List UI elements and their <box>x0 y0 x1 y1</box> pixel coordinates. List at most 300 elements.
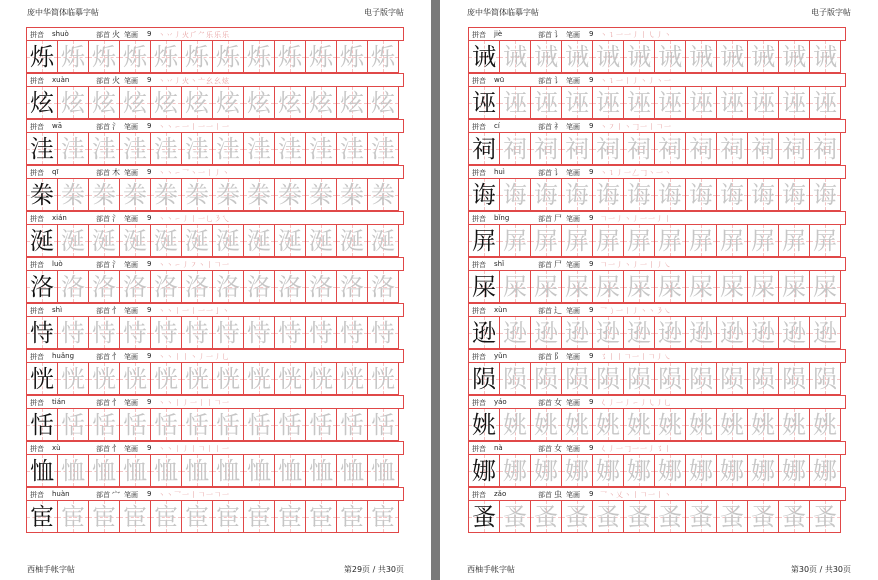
page-header <box>0 0 431 22</box>
radical-value: 忄 <box>112 306 120 315</box>
practice-cells <box>26 132 399 165</box>
trace-character-cell <box>716 270 748 302</box>
trace-character: 恍 <box>247 364 271 393</box>
entry-info-row <box>468 165 846 179</box>
trace-character-cell <box>530 316 562 348</box>
trace-character-cell <box>88 316 120 348</box>
trace-character: 恃 <box>154 318 178 347</box>
trace-character-cell <box>150 408 182 440</box>
radical-value: 忄 <box>112 444 120 453</box>
trace-character: 烁 <box>123 42 147 71</box>
trace-character: 诫 <box>658 42 682 71</box>
trace-character: 诲 <box>751 180 775 209</box>
trace-character-cell <box>592 40 624 72</box>
trace-character: 洼 <box>340 134 364 163</box>
trace-character-cell <box>212 362 244 394</box>
trace-character-cell <box>716 178 748 210</box>
trace-character-cell <box>212 316 244 348</box>
trace-character-cell <box>623 454 655 486</box>
trace-character: 洼 <box>123 134 147 163</box>
trace-character-cell <box>778 86 810 118</box>
stroke-order: 丶丶丨一丨一一亅丶 <box>158 307 230 315</box>
trace-character-cell <box>716 40 748 72</box>
trace-character-cell <box>367 270 399 302</box>
trace-character: 娜 <box>658 456 682 485</box>
model-character-cell <box>26 86 58 118</box>
trace-character: 陨 <box>503 364 527 393</box>
trace-character-cell <box>685 454 717 486</box>
trace-character: 诬 <box>720 88 744 117</box>
trace-character-cell <box>181 224 213 256</box>
trace-character: 诬 <box>658 88 682 117</box>
pinyin-label: 拼音 <box>472 215 486 223</box>
model-character-cell <box>468 178 500 210</box>
trace-character: 逊 <box>720 318 744 347</box>
strokes-label: 笔画 <box>124 353 138 361</box>
character-entry <box>468 395 846 441</box>
strokes-value: 9 <box>147 168 152 176</box>
header-title: 庞中华简体临摹字帖 <box>467 8 539 17</box>
pinyin-value: jiè <box>494 30 503 38</box>
pinyin-label: 拼音 <box>30 353 44 361</box>
trace-character-cell <box>336 224 368 256</box>
trace-character: 恍 <box>309 364 333 393</box>
pinyin-value: shì <box>52 306 63 314</box>
trace-character: 恬 <box>216 410 240 439</box>
pinyin-value: yǔn <box>494 352 508 360</box>
stroke-order: 乛丶乂丶丨𠃍一丨丶 <box>600 491 672 499</box>
trace-character-cell <box>623 362 655 394</box>
entry-info-row <box>468 257 846 271</box>
trace-character: 祠 <box>627 134 651 163</box>
trace-character-cell <box>274 454 306 486</box>
trace-character: 洼 <box>61 134 85 163</box>
trace-character: 屏 <box>751 226 775 255</box>
trace-character: 诫 <box>534 42 558 71</box>
pinyin-label: 拼音 <box>30 445 44 453</box>
trace-character: 宦 <box>278 502 302 531</box>
trace-character: 诲 <box>782 180 806 209</box>
trace-character-cell <box>274 40 306 72</box>
trace-character-cell <box>499 500 531 532</box>
trace-character: 屏 <box>720 226 744 255</box>
strokes-label: 笔画 <box>124 399 138 407</box>
header-title: 庞中华简体临摹字帖 <box>27 8 99 17</box>
trace-character: 宦 <box>185 502 209 531</box>
trace-character-cell <box>561 86 593 118</box>
trace-character-cell <box>592 178 624 210</box>
strokes-label: 笔画 <box>124 77 138 85</box>
pinyin-label: 拼音 <box>472 491 486 499</box>
trace-character-cell <box>367 500 399 532</box>
trace-character: 蚤 <box>627 502 651 531</box>
entry-info-row <box>468 27 846 41</box>
radical-label: 部首 <box>96 445 110 453</box>
trace-character: 恤 <box>309 456 333 485</box>
character-entry <box>468 349 846 395</box>
pinyin-label: 拼音 <box>472 307 486 315</box>
trace-character-cell <box>778 270 810 302</box>
trace-character: 陨 <box>658 364 682 393</box>
model-character-cell <box>468 500 500 532</box>
character-entry <box>26 211 404 257</box>
character-entry <box>26 441 404 487</box>
page-footer <box>440 560 878 580</box>
trace-character: 娜 <box>782 456 806 485</box>
trace-character-cell <box>561 316 593 348</box>
trace-character-cell <box>88 270 120 302</box>
trace-character-cell <box>654 270 686 302</box>
character-entry <box>468 303 846 349</box>
trace-character: 洛 <box>309 272 333 301</box>
character-entry <box>26 487 404 533</box>
strokes-value: 9 <box>589 214 594 222</box>
practice-cells <box>26 178 399 211</box>
trace-character-cell <box>181 132 213 164</box>
practice-cells <box>26 362 399 395</box>
trace-character-cell <box>809 362 841 394</box>
page-number: 第30页 / 共30页 <box>790 565 851 574</box>
radical-value: 火 <box>112 76 120 85</box>
trace-character: 恬 <box>154 410 178 439</box>
trace-character-cell <box>499 86 531 118</box>
trace-character-cell <box>305 224 337 256</box>
trace-character-cell <box>367 40 399 72</box>
trace-character: 蚤 <box>534 502 558 531</box>
trace-character: 恃 <box>309 318 333 347</box>
stroke-order: 丶丶㇀丿㇇丶丨𠃍一 <box>158 261 230 269</box>
strokes-value: 9 <box>589 260 594 268</box>
trace-character-cell <box>305 40 337 72</box>
entry-info-row <box>468 441 846 455</box>
trace-character: 恬 <box>61 410 85 439</box>
trace-character: 诫 <box>782 42 806 71</box>
trace-character: 屏 <box>658 226 682 255</box>
trace-character-cell <box>747 224 779 256</box>
trace-character: 恬 <box>92 410 116 439</box>
trace-character: 屎 <box>596 272 620 301</box>
strokes-label: 笔画 <box>124 491 138 499</box>
trace-character: 桊 <box>216 180 240 209</box>
pinyin-value: qī <box>52 168 59 176</box>
trace-character-cell <box>685 178 717 210</box>
stroke-order: 𡿨丿一丿㇀丿㇂丿乚 <box>600 399 672 407</box>
trace-character: 诬 <box>689 88 713 117</box>
trace-character: 逊 <box>813 318 837 347</box>
trace-character-cell <box>88 454 120 486</box>
practice-cells <box>26 500 399 533</box>
radical-label: 部首 <box>538 307 552 315</box>
pinyin-label: 拼音 <box>472 261 486 269</box>
practice-cells <box>468 132 841 165</box>
trace-character-cell <box>809 132 841 164</box>
pinyin-value: bǐng <box>494 214 510 222</box>
trace-character: 桊 <box>185 180 209 209</box>
trace-character: 诫 <box>689 42 713 71</box>
trace-character: 宦 <box>123 502 147 531</box>
trace-character: 屏 <box>534 226 558 255</box>
trace-character-cell <box>119 132 151 164</box>
trace-character-cell <box>150 224 182 256</box>
character-entry <box>468 119 846 165</box>
trace-character-cell <box>88 178 120 210</box>
strokes-value: 9 <box>589 76 594 84</box>
trace-character-cell <box>119 270 151 302</box>
strokes-label: 笔画 <box>566 215 580 223</box>
trace-character-cell <box>809 224 841 256</box>
radical-value: 讠 <box>554 168 562 177</box>
model-character-cell <box>26 362 58 394</box>
radical-label: 部首 <box>538 445 552 453</box>
model-character: 洛 <box>30 272 54 301</box>
pinyin-value: huǎng <box>52 352 75 360</box>
radical-label: 部首 <box>538 491 552 499</box>
pinyin-value: tián <box>52 398 66 406</box>
trace-character: 诫 <box>565 42 589 71</box>
entry-info-row <box>26 257 404 271</box>
pinyin-value: wū <box>494 76 505 84</box>
pinyin-label: 拼音 <box>30 169 44 177</box>
trace-character-cell <box>530 86 562 118</box>
pinyin-label: 拼音 <box>472 169 486 177</box>
trace-character: 洼 <box>185 134 209 163</box>
pinyin-label: 拼音 <box>472 399 486 407</box>
trace-character: 恤 <box>185 456 209 485</box>
trace-character-cell <box>274 224 306 256</box>
trace-character: 宦 <box>340 502 364 531</box>
trace-character-cell <box>119 40 151 72</box>
pinyin-label: 拼音 <box>30 399 44 407</box>
trace-character: 诬 <box>627 88 651 117</box>
trace-character-cell <box>716 316 748 348</box>
trace-character-cell <box>181 316 213 348</box>
model-character: 烁 <box>30 42 54 71</box>
trace-character: 恃 <box>340 318 364 347</box>
radical-label: 部首 <box>96 31 110 39</box>
trace-character: 恍 <box>278 364 302 393</box>
trace-character-cell <box>592 270 624 302</box>
trace-character-cell <box>685 132 717 164</box>
trace-character: 桊 <box>247 180 271 209</box>
trace-character: 陨 <box>565 364 589 393</box>
trace-character: 娜 <box>627 456 651 485</box>
trace-character: 烁 <box>247 42 271 71</box>
trace-character-cell <box>243 224 275 256</box>
strokes-value: 9 <box>589 168 594 176</box>
strokes-label: 笔画 <box>566 399 580 407</box>
radical-label: 部首 <box>538 77 552 85</box>
trace-character: 恤 <box>154 456 178 485</box>
trace-character: 洼 <box>247 134 271 163</box>
model-character: 诲 <box>472 180 496 209</box>
strokes-label: 笔画 <box>566 169 580 177</box>
trace-character-cell <box>212 270 244 302</box>
trace-character: 诬 <box>565 88 589 117</box>
trace-character: 诫 <box>813 42 837 71</box>
trace-character: 屎 <box>813 272 837 301</box>
model-character-cell <box>468 454 500 486</box>
trace-character-cell <box>561 408 593 440</box>
trace-character-cell <box>336 178 368 210</box>
trace-character: 屎 <box>627 272 651 301</box>
trace-character: 诲 <box>534 180 558 209</box>
trace-character-cell <box>243 178 275 210</box>
trace-character: 祠 <box>534 134 558 163</box>
trace-character: 诬 <box>503 88 527 117</box>
trace-character: 恍 <box>154 364 178 393</box>
practice-cells <box>468 86 841 119</box>
trace-character-cell <box>119 362 151 394</box>
trace-character: 屏 <box>596 226 620 255</box>
trace-character-cell <box>623 178 655 210</box>
trace-character-cell <box>367 454 399 486</box>
trace-character-cell <box>530 362 562 394</box>
trace-character: 宦 <box>154 502 178 531</box>
trace-character: 涎 <box>92 226 116 255</box>
trace-character-cell <box>305 270 337 302</box>
trace-character-cell <box>685 408 717 440</box>
radical-value: 讠 <box>554 30 562 39</box>
trace-character: 姚 <box>689 410 713 439</box>
trace-character-cell <box>561 132 593 164</box>
trace-character-cell <box>561 270 593 302</box>
trace-character-cell <box>274 316 306 348</box>
strokes-value: 9 <box>147 306 152 314</box>
trace-character: 姚 <box>627 410 651 439</box>
radical-value: 讠 <box>554 76 562 85</box>
character-entry <box>26 349 404 395</box>
radical-value: 虫 <box>554 490 562 499</box>
stroke-order: 丶㇊一丨丿丶丿丶一 <box>600 77 672 85</box>
trace-character-cell <box>57 500 89 532</box>
entry-info-row <box>26 487 404 501</box>
strokes-value: 9 <box>147 76 152 84</box>
trace-character: 洛 <box>61 272 85 301</box>
trace-character-cell <box>592 362 624 394</box>
trace-character-cell <box>592 224 624 256</box>
practice-cells <box>26 40 399 73</box>
trace-character-cell <box>623 408 655 440</box>
trace-character-cell <box>499 362 531 394</box>
trace-character-cell <box>716 86 748 118</box>
trace-character-cell <box>212 132 244 164</box>
pinyin-value: wā <box>52 122 63 130</box>
trace-character: 洛 <box>216 272 240 301</box>
trace-character: 诲 <box>596 180 620 209</box>
trace-character: 宦 <box>61 502 85 531</box>
trace-character-cell <box>530 408 562 440</box>
model-character: 屏 <box>472 226 496 255</box>
strokes-value: 9 <box>589 444 594 452</box>
model-character: 祠 <box>472 134 496 163</box>
entry-info-row <box>468 487 846 501</box>
header-edition: 电子版字帖 <box>364 8 404 17</box>
practice-cells <box>468 316 841 349</box>
strokes-label: 笔画 <box>124 445 138 453</box>
model-character-cell <box>468 86 500 118</box>
character-entry <box>26 257 404 303</box>
trace-character: 屏 <box>782 226 806 255</box>
trace-character: 宦 <box>247 502 271 531</box>
trace-character: 姚 <box>813 410 837 439</box>
trace-character-cell <box>305 132 337 164</box>
trace-character-cell <box>181 500 213 532</box>
pinyin-label: 拼音 <box>472 77 486 85</box>
radical-value: 辶 <box>554 306 562 315</box>
model-character-cell <box>26 270 58 302</box>
trace-character: 姚 <box>596 410 620 439</box>
trace-character-cell <box>88 500 120 532</box>
trace-character-cell <box>243 408 275 440</box>
trace-character: 桊 <box>123 180 147 209</box>
trace-character: 洛 <box>340 272 364 301</box>
trace-character: 诲 <box>503 180 527 209</box>
trace-character-cell <box>809 270 841 302</box>
footer-brand: 西柚手帐字帖 <box>27 565 75 574</box>
trace-character: 涎 <box>61 226 85 255</box>
trace-character: 陨 <box>720 364 744 393</box>
trace-character: 陨 <box>813 364 837 393</box>
strokes-label: 笔画 <box>124 123 138 131</box>
trace-character: 蚤 <box>720 502 744 531</box>
strokes-value: 9 <box>147 30 152 38</box>
trace-character: 蚤 <box>782 502 806 531</box>
trace-character: 诫 <box>627 42 651 71</box>
page-header <box>440 0 878 22</box>
radical-value: 忄 <box>112 352 120 361</box>
trace-character: 炫 <box>247 88 271 117</box>
trace-character-cell <box>685 500 717 532</box>
trace-character-cell <box>654 500 686 532</box>
trace-character: 屎 <box>689 272 713 301</box>
strokes-value: 9 <box>589 490 594 498</box>
trace-character: 烁 <box>185 42 209 71</box>
trace-character: 屏 <box>503 226 527 255</box>
trace-character: 诲 <box>565 180 589 209</box>
trace-character-cell <box>499 408 531 440</box>
trace-character-cell <box>561 40 593 72</box>
radical-value: 氵 <box>112 214 120 223</box>
trace-character: 恍 <box>92 364 116 393</box>
trace-character-cell <box>367 224 399 256</box>
stroke-order: 丶丶㇀乛丶一丨丿丶 <box>158 169 230 177</box>
strokes-label: 笔画 <box>566 307 580 315</box>
trace-character: 恃 <box>92 318 116 347</box>
practice-grid <box>26 27 404 533</box>
entry-info-row <box>26 27 404 41</box>
pinyin-value: cí <box>494 122 500 130</box>
trace-character-cell <box>336 500 368 532</box>
trace-character: 诲 <box>658 180 682 209</box>
trace-character-cell <box>150 270 182 302</box>
trace-character-cell <box>212 86 244 118</box>
trace-character: 恃 <box>61 318 85 347</box>
trace-character-cell <box>119 316 151 348</box>
trace-character-cell <box>499 224 531 256</box>
pinyin-label: 拼音 <box>30 77 44 85</box>
trace-character-cell <box>150 132 182 164</box>
radical-value: 忄 <box>112 398 120 407</box>
entry-info-row <box>468 73 846 87</box>
trace-character: 恤 <box>61 456 85 485</box>
strokes-label: 笔画 <box>566 491 580 499</box>
character-entry <box>468 257 846 303</box>
trace-character: 姚 <box>534 410 558 439</box>
trace-character: 蚤 <box>658 502 682 531</box>
trace-character-cell <box>212 454 244 486</box>
trace-character-cell <box>57 408 89 440</box>
trace-character: 洛 <box>123 272 147 301</box>
